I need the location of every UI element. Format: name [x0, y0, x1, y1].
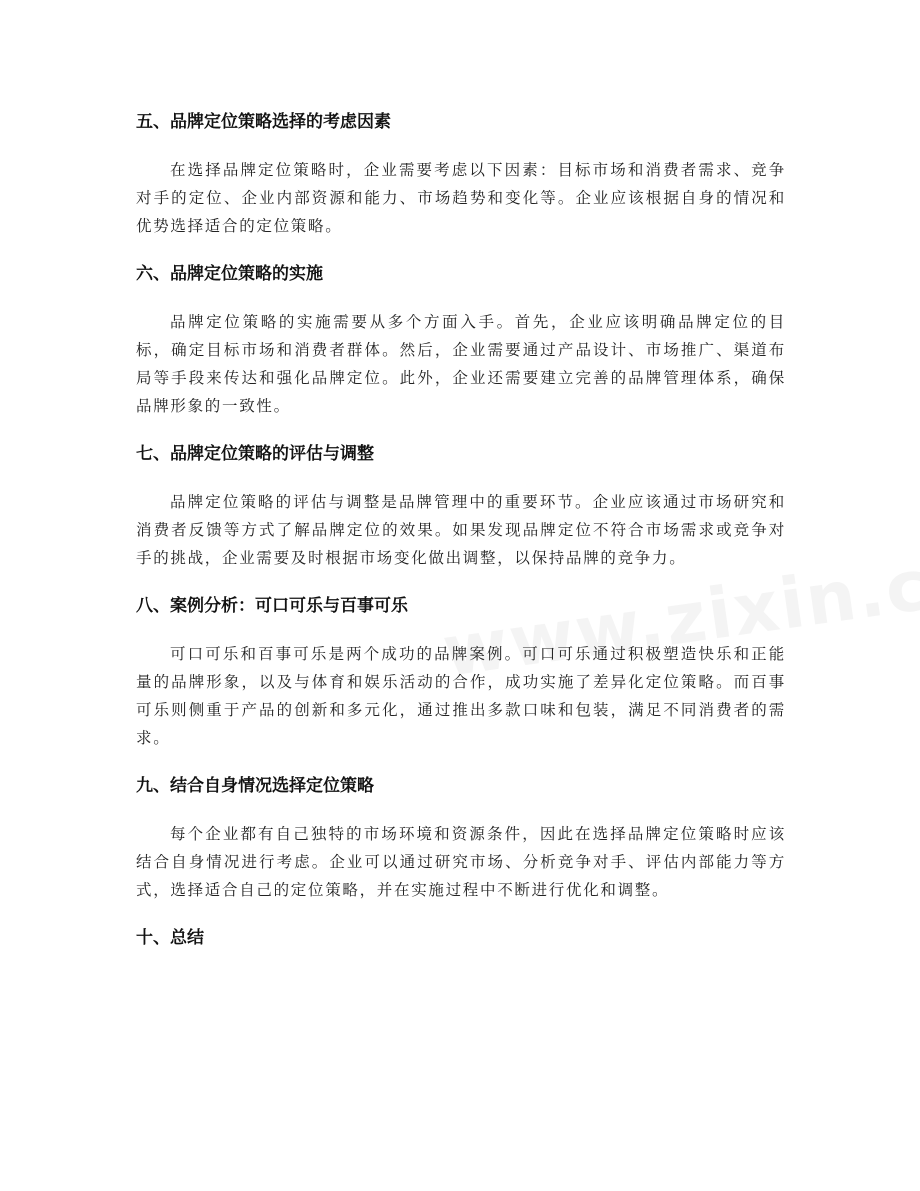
document-content	[136, 104, 786, 956]
section-paragraph: 在选择品牌定位策略时，企业需要考虑以下因素：目标市场和消费者需求、竞争对手的定位、企业内部资源和能力、市场趋势和变化等。企业应该根据自身的情况和优势选择适合的定位策略。	[136, 161, 786, 235]
section-heading: 五、品牌定位策略选择的考虑因素	[136, 112, 391, 132]
section-6	[136, 256, 786, 420]
section-9	[136, 768, 786, 904]
section-heading: 六、品牌定位策略的实施	[136, 264, 323, 284]
section-heading: 九、结合自身情况选择定位策略	[136, 776, 374, 796]
section-10	[136, 920, 786, 956]
section-paragraph: 品牌定位策略的实施需要从多个方面入手。首先，企业应该明确品牌定位的目标，确定目标市场和消费者群体。然后，企业需要通过产品设计、市场推广、渠道布局等手段来传达和强化品牌定位。此外，企业还需要建立完善的品牌管理体系，确保品牌形象的一致性。	[136, 313, 786, 415]
section-heading: 八、案例分析：可口可乐与百事可乐	[136, 596, 408, 616]
section-5	[136, 104, 786, 240]
section-heading: 七、品牌定位策略的评估与调整	[136, 444, 374, 464]
section-7	[136, 436, 786, 572]
section-8	[136, 588, 786, 752]
section-paragraph: 品牌定位策略的评估与调整是品牌管理中的重要环节。企业应该通过市场研究和消费者反馈等方式了解品牌定位的效果。如果发现品牌定位不符合市场需求或竞争对手的挑战，企业需要及时根据市场变化做出调整，以保持品牌的竞争力。	[136, 493, 786, 567]
section-heading: 十、总结	[136, 928, 204, 948]
section-paragraph: 每个企业都有自己独特的市场环境和资源条件，因此在选择品牌定位策略时应该结合自身情况进行考虑。企业可以通过研究市场、分析竞争对手、评估内部能力等方式，选择适合自己的定位策略，并在实施过程中不断进行优化和调整。	[136, 825, 786, 899]
section-paragraph: 可口可乐和百事可乐是两个成功的品牌案例。可口可乐通过积极塑造快乐和正能量的品牌形象，以及与体育和娱乐活动的合作，成功实施了差异化定位策略。而百事可乐则侧重于产品的创新和多元化，通过推出多款口味和包装，满足不同消费者的需求。	[136, 645, 786, 747]
